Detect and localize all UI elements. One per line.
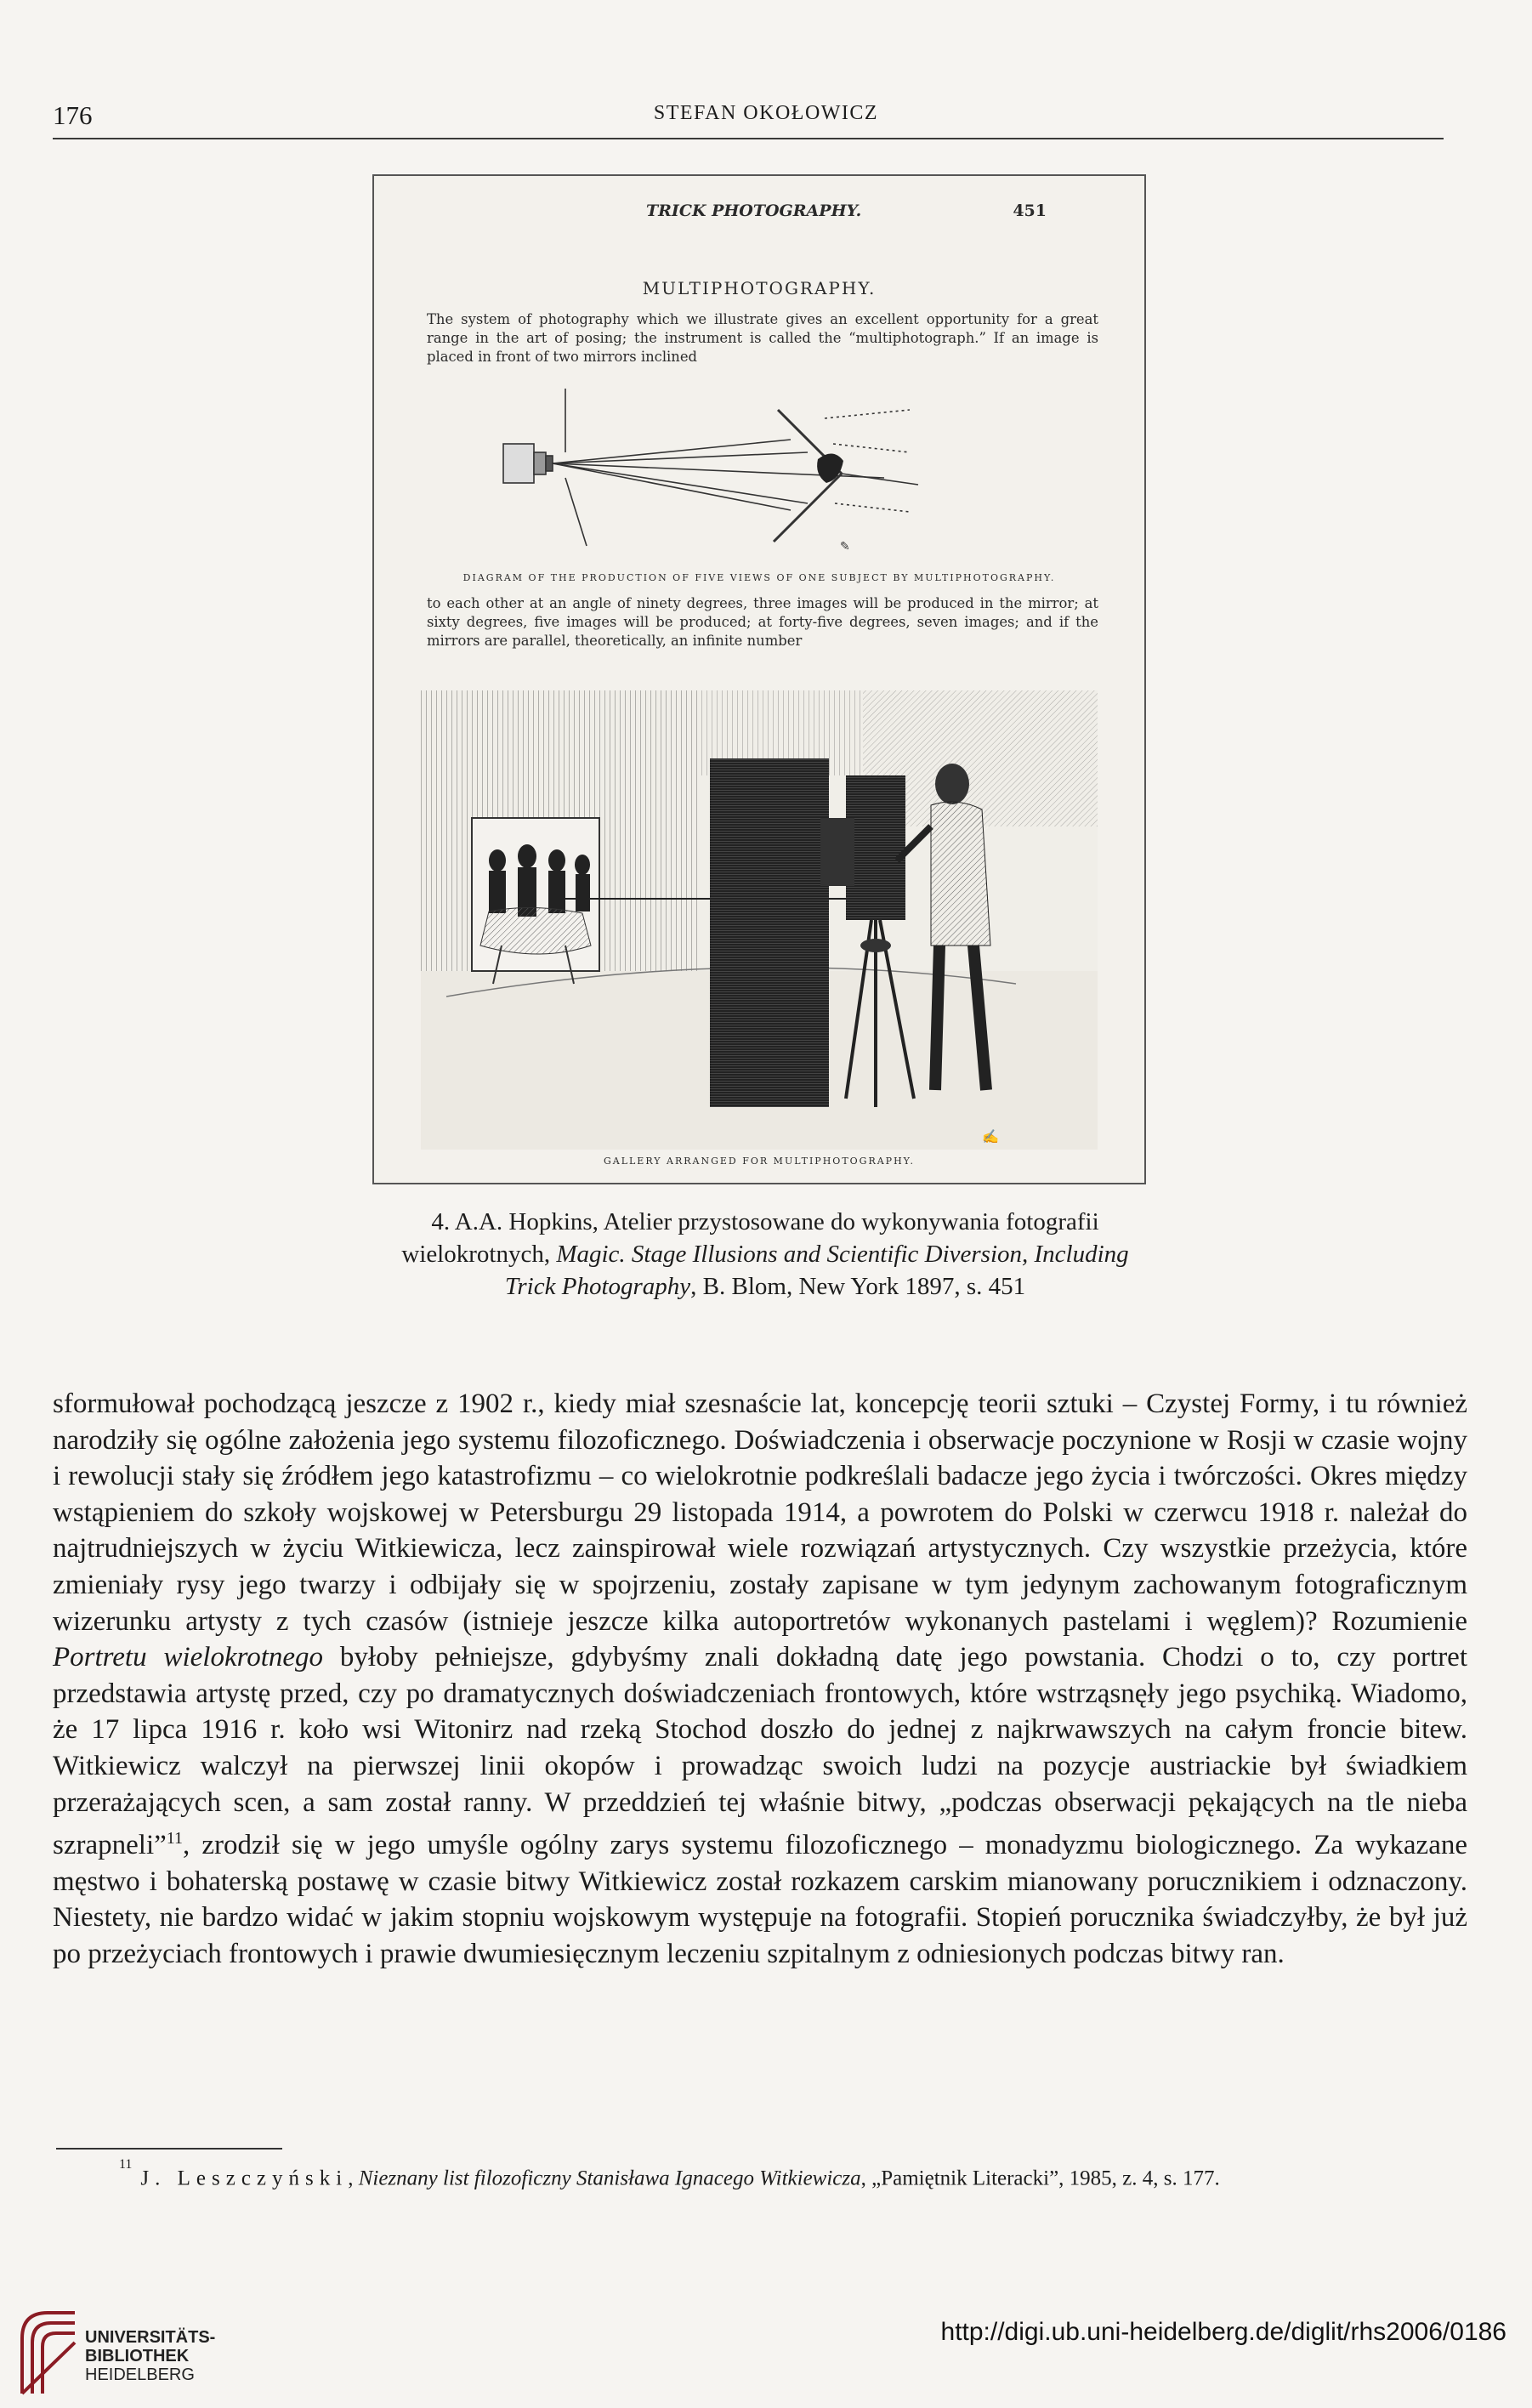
body-text-part1: sformułował pochodzącą jeszcze z 1902 r., kiedy miał szesnaście lat, koncepcję teorii sztuki – Czystej Formy, i tu również narodziły się ogólne założenia jego systemu filozoficznego. Doświadczenia i obserwacje poczynione w Rosji w czasie wojny i rewolucji stały się źródłem jego katastrofizmu – co wielokrotnie podkreślali badacze jego życia i twórczości. Okres między wstąpieniem do szkoły wojskowej w Petersburgu 29 listopada 1914, a powrotem do Polski w czerwcu 1918 r. należał do najtrudniejszych w życiu Witkiewicza, lecz zainspirował wiele rozwiązań artystycznych. Czy wszystkie przeżycia, które zmieniały rysy jego twarzy i odbijały się w spojrzeniu, zostały zapisane w tym jedynym zachowanym fotograficznym wizerunku artysty z tych czasów (istnieje jeszcze kilka autoportretów wykonanych pastelami i węglem)? Rozumienie: [53, 1389, 1467, 1637]
svg-text:✎: ✎: [840, 540, 850, 554]
footnote-rule: [56, 2148, 282, 2150]
diagram-caption: DIAGRAM OF THE PRODUCTION OF FIVE VIEWS OF ONE SUBJECT BY MULTIPHOTOGRAPHY.: [462, 572, 1056, 583]
scan-paragraph-2: to each other at an angle of ninety degrees, three images will be produced in the mirror; at sixty degrees, five images will be produced; at forty-five degrees, seven images; and if the mirrors are parallel, theoretically, an infinite number: [427, 595, 1098, 649]
body-text-part3: , zrodził się w jego umyśle ogólny zarys systemu filozoficznego – monadyzmu biologicznego. Za wykazane męstwo i bohaterską postawę w czasie bitwy Witkiewicz został rozkazem carskim mianowany porucznikiem i odznaczony. Niestety, nie bardzo widać w jakim stopniu wojskowym występuje na fotografii. Stopień porucznika świadczyłby, że był już po przeżyciach frontowych i prawie dwumiesięcznym leczeniu szpitalnym z odniesionych podczas bitwy ran.: [53, 1830, 1467, 1969]
body-text-part2: byłoby pełniejsze, gdybyśmy znali dokładną datę jego powstania. Chodzi o to, czy portret przedstawia artystę przed, czy po dramatycznych doświadczeniach frontowych, które wstrząsnęły jego psychiką. Wiadomo, że 17 lipca 1916 r. koło wsi Witonirz nad rzeką Stochod doszło do jednej z najkrwawszych na całym froncie bitew. Witkiewicz walczył na pierwszej linii okopów i prowadząc swoich ludzi na pozycje austriackie był świadkiem przerażających scen, a sam został ranny. W przeddzień tej właśnie bitwy, „podczas obserwacji pękających na tle nieba szrapneli”: [53, 1642, 1467, 1861]
footnote-rest: , „Pamiętnik Literacki”, 1985, z. 4, s. 177.: [860, 2167, 1220, 2190]
library-name: [85, 2328, 215, 2384]
caption-suffix: , B. Blom, New York 1897, s. 451: [690, 1273, 1026, 1300]
gallery-engraving: [421, 690, 1098, 1150]
scan-running-title: TRICK PHOTOGRAPHY.: [646, 202, 862, 220]
figure-scan: [372, 174, 1146, 1184]
library-name-line2: BIBLIOTHEK: [85, 2347, 190, 2365]
library-name-line3: HEIDELBERG: [85, 2365, 195, 2384]
scan-page-number: 451: [1013, 202, 1047, 220]
footnote-title: Nieznany list filozoficzny Stanisława Ignacego Witkiewicza: [358, 2167, 861, 2190]
footnote-reference[interactable]: 11: [166, 1829, 184, 1849]
footnote-author: J. Leszczyński: [140, 2167, 349, 2190]
body-paragraph: [53, 1386, 1467, 1973]
running-head: STEFAN OKOŁOWICZ: [653, 102, 879, 124]
header-rule: [53, 138, 1444, 139]
caption-title: Magic. Stage Illusions and Scientific Diversion, Including Trick Photography: [504, 1241, 1129, 1300]
engraving-caption: GALLERY ARRANGED FOR MULTIPHOTOGRAPHY.: [603, 1156, 916, 1167]
caption-prefix: 4. A.A. Hopkins, Atelier przystosowane do wykonywania fotografii wielokrotnych,: [401, 1208, 1099, 1268]
svg-text:✍: ✍: [982, 1128, 999, 1144]
scan-paragraph-1: The system of photography which we illustrate gives an excellent opportunity for a great range in the art of posing; the instrument is called the “multiphotograph.” If an image is placed in front of two mirrors inclined: [427, 311, 1098, 365]
source-url-link[interactable]: http://digi.ub.uni-heidelberg.de/diglit/rhs2006/0186: [940, 2318, 1506, 2346]
body-italic-title: Portretu wielokrotnego: [53, 1642, 324, 1673]
multiphotograph-diagram: [485, 384, 961, 554]
library-name-line1: UNIVERSITÄTS-: [85, 2328, 216, 2347]
ub-heidelberg-logo-icon: [15, 2304, 80, 2398]
page-number: 176: [53, 100, 93, 130]
figure-caption: [374, 1206, 1156, 1303]
scan-heading: MULTIPHOTOGRAPHY.: [642, 278, 877, 298]
footnote-number: 11: [119, 2157, 133, 2172]
footnote-separator: ,: [348, 2167, 359, 2190]
footnote: [119, 2157, 1220, 2190]
